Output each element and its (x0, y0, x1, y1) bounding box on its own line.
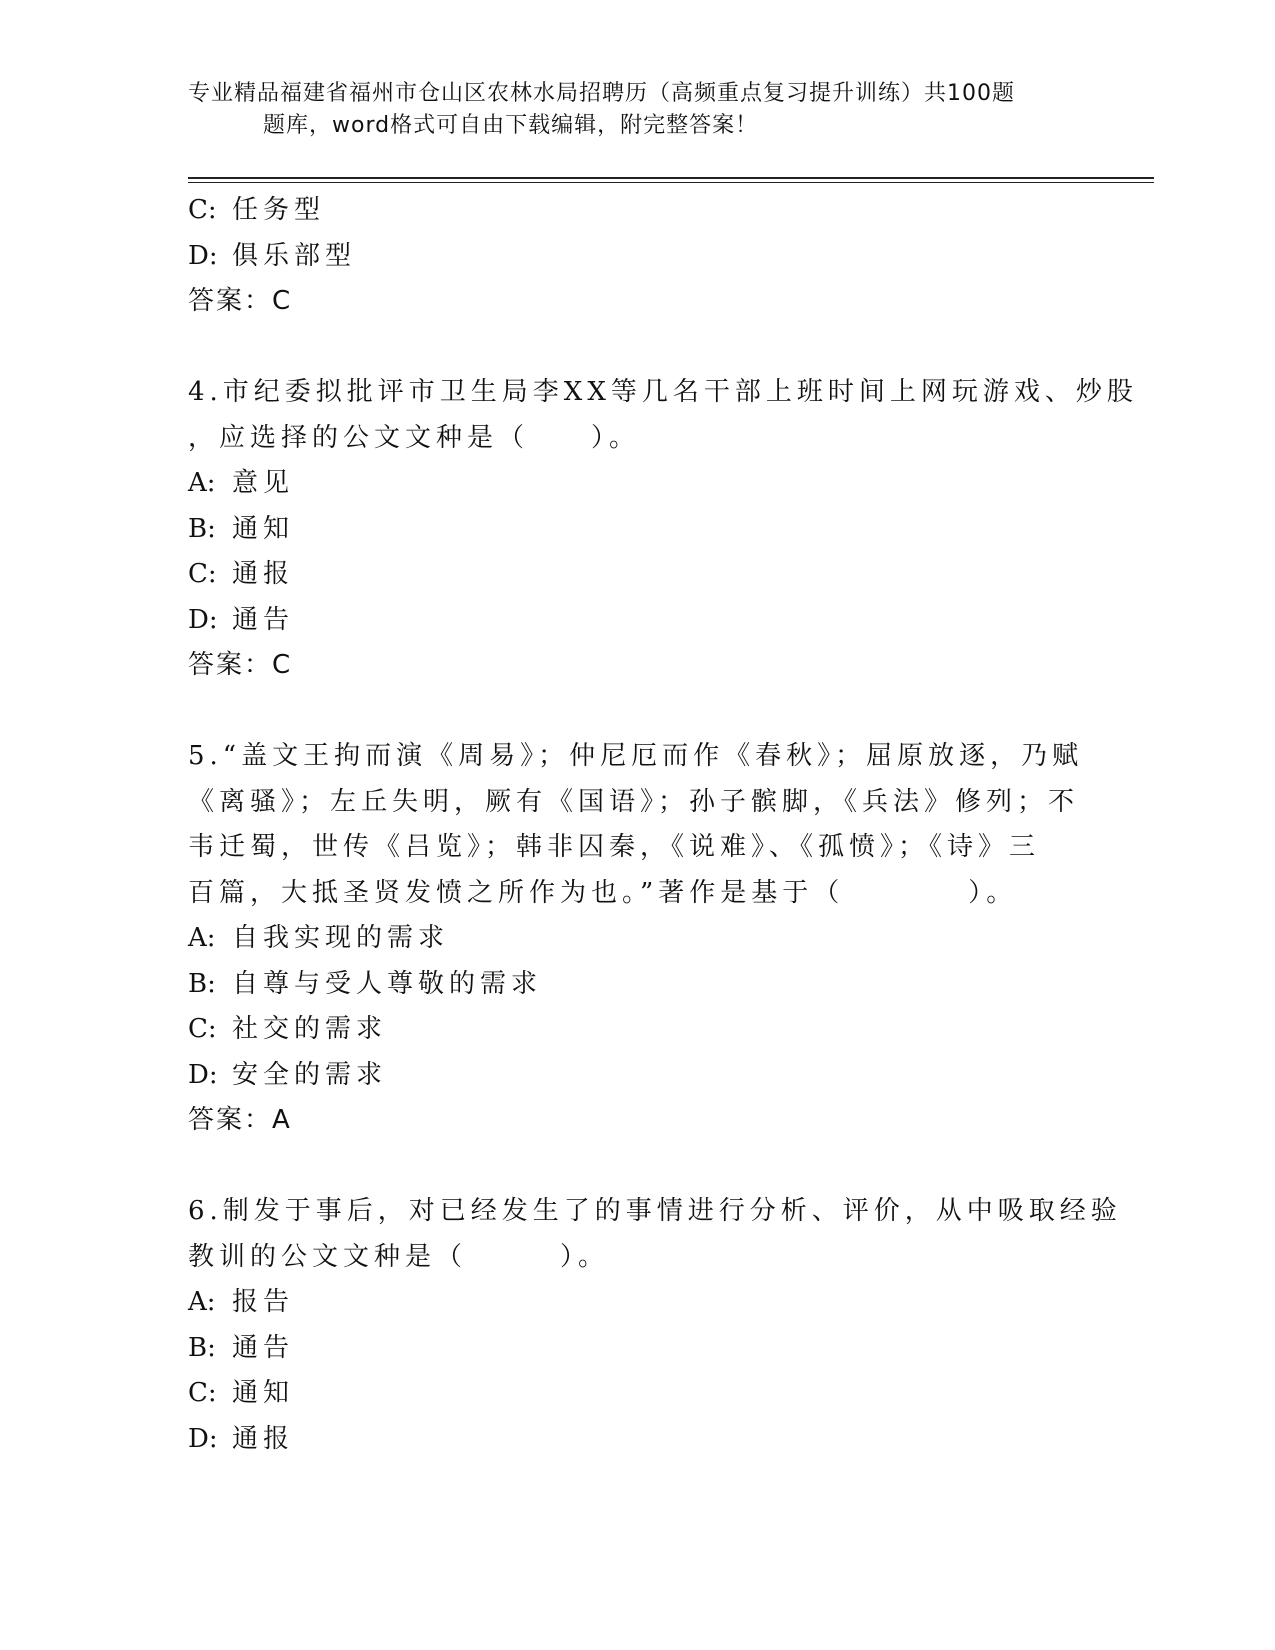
option-a (188, 1280, 1088, 1326)
option-letter: A: (188, 1287, 216, 1317)
header-divider-thick (188, 177, 1154, 179)
question-stem-line: 百篇，大抵圣贤发愤之所作为也。”著作是基于（ ）。 (188, 877, 1018, 908)
option-d (188, 234, 1088, 280)
option-letter: B: (188, 968, 216, 999)
spacer (188, 325, 1088, 371)
option-text: 通报 (232, 559, 295, 589)
option-c (188, 1371, 1088, 1417)
option-text: 自我实现的需求 (232, 923, 450, 953)
question-5 (188, 734, 1088, 1144)
option-letter: C: (188, 1378, 217, 1408)
option-letter: C: (188, 1014, 217, 1044)
option-text: 任务型 (232, 195, 326, 225)
option-d (188, 1417, 1088, 1463)
option-text: 通知 (232, 513, 295, 544)
option-text: 安全的需求 (232, 1059, 388, 1090)
spacer (188, 1144, 1088, 1190)
option-d (188, 598, 1088, 644)
option-text: 意见 (232, 468, 295, 498)
option-letter: D: (188, 604, 218, 635)
option-c (188, 552, 1088, 598)
question-4 (188, 370, 1138, 689)
option-letter: D: (188, 240, 218, 271)
question-content (188, 188, 1138, 1462)
option-text: 通知 (232, 1378, 295, 1408)
spacer (188, 689, 1088, 735)
option-c (188, 1007, 1088, 1053)
option-a (188, 461, 1088, 507)
option-d (188, 1053, 1088, 1099)
question-stem-line: 韦迁蜀，世传《吕览》；韩非囚秦，《说难》、《孤愤》；《诗》三 (188, 832, 1041, 862)
answer-line: 答案：C (188, 286, 293, 316)
option-text: 通告 (232, 1332, 295, 1363)
header-title-line-1: 专业精品福建省福州市仓山区农林水局招聘历（高频重点复习提升训练）共100题 (188, 81, 1015, 106)
header-divider-thin (188, 182, 1154, 183)
option-letter: C: (188, 559, 217, 589)
option-text: 自尊与受人尊敬的需求 (232, 968, 543, 999)
option-letter: A: (188, 468, 216, 498)
option-a (188, 916, 1088, 962)
option-text: 通报 (232, 1423, 295, 1454)
option-text: 社交的需求 (232, 1014, 388, 1044)
option-letter: D: (188, 1423, 218, 1454)
option-text: 报告 (232, 1287, 295, 1317)
question-stem-line: 《离骚》；左丘失明，厥有《国语》；孙子髌脚，《兵法》修列；不 (188, 786, 1080, 817)
option-b (188, 507, 1088, 553)
option-letter: B: (188, 1332, 216, 1363)
question-3-tail (188, 188, 1088, 325)
option-letter: C: (188, 195, 217, 225)
question-stem-line: ，应选择的公文文种是（ ）。 (188, 422, 641, 453)
option-letter: A: (188, 923, 216, 953)
question-stem-line: 6.制发于事后，对已经发生了的事情进行分析、评价，从中吸取经验 (188, 1196, 1122, 1226)
option-text: 俱乐部型 (232, 240, 357, 271)
question-stem-line: 5.“盖文王拘而演《周易》；仲尼厄而作《春秋》；屈原放逐，乃赋 (188, 741, 1084, 771)
question-stem-line: 教训的公文文种是（ ）。 (188, 1241, 610, 1272)
option-letter: D: (188, 1059, 218, 1090)
option-letter: B: (188, 513, 216, 544)
answer-line: 答案：A (188, 1105, 292, 1135)
question-6 (188, 1189, 1122, 1462)
option-text: 通告 (232, 604, 295, 635)
option-b (188, 962, 1088, 1008)
option-b (188, 1326, 1088, 1372)
answer-line: 答案：C (188, 650, 293, 680)
option-c (188, 188, 1088, 234)
header-title-line-2: 题库，word格式可自由下载编辑，附完整答案！ (263, 113, 759, 138)
question-stem-line: 4.市纪委拟批评市卫生局李XX等几名干部上班时间上网玩游戏、炒股 (188, 377, 1138, 407)
